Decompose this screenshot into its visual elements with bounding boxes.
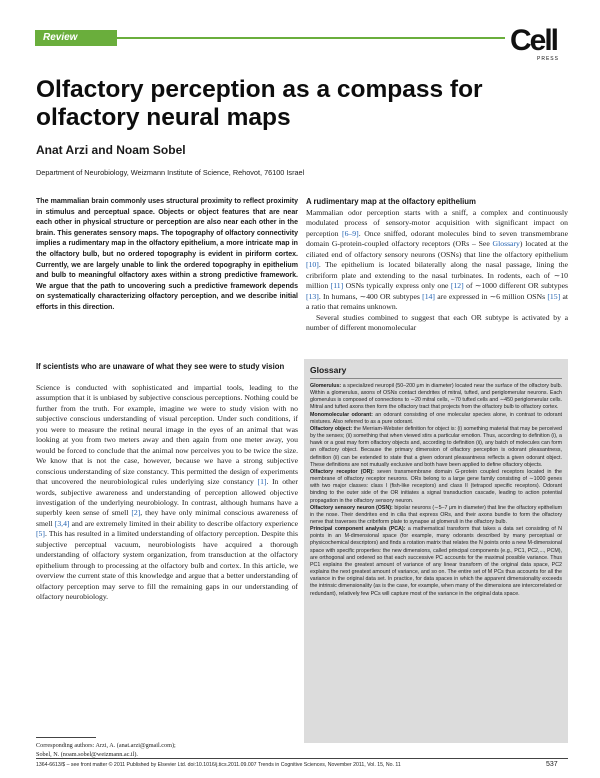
footnote-line: Corresponding authors: Arzi, A. (anat.arzi@gmail.com); — [36, 742, 176, 749]
authors: Anat Arzi and Noam Sobel — [36, 143, 186, 157]
citation-link[interactable]: [12] — [450, 281, 464, 291]
citation-link[interactable]: [5] — [36, 529, 45, 539]
citation-link[interactable]: [13] — [306, 291, 319, 301]
citation-link[interactable]: [14] — [422, 291, 435, 301]
page-number: 537 — [546, 761, 558, 768]
citation-link[interactable]: [2] — [131, 508, 141, 518]
glossary-entry: Olfactory receptor (OR): seven transmembrane domain G-protein coupled receptors located in the membrane of olfactory receptor neurons. ORs belong to a large gene family consisting of ∼1000 genes with two major classes: class I (fish-like receptors) and class II (tetrapod specific receptors). Odorant binding to the outer side of the OR initiates a signal transduction cascade, leading to action potential propagation in the olfactory sensory neuron. — [310, 468, 562, 504]
glossary-entry: Glomerulus: a specialized neuropil (50–200 μm in diameter) located near the surface of the olfactory bulb. Within a glomerulus, axons of OSNs contact dendrites of mitral, tufted, and periglomerular neurons. Each glomerulus is composed of connections to ∼20 mitral cells, ∼70 tufted cells and ∼450 periglomerular cells. Mitral and tufted axons then form the olfactory tract that projects from the olfactory bulb to olfactory cortex. — [310, 383, 562, 411]
section-body-epithelium: Mammalian odor perception starts with a sniff, a complex and continuously modulated process of sensory-motor acquisition with significant impact on perception [6–9]. Once sniffed, odorant molecules bind to seven transmembrane domain G-protein-coupled olfactory receptors (ORs – See Glossary) located at the ciliated end of olfactory sensory neurons (OSNs) that line the olfactory epithelium [10]. The epithelium is located bilaterally along the nasal passage, lining the cribriform plate and extending to the nasal turbinates. In rodents, each of ∼10 million [11] OSNs typically express only one [12] of ∼1000 different OR subtypes [13]. In humans, ∼400 OR subtypes [14] are expressed in ∼6 million OSNs [15] at a ratio that remains unknown. Several studies combined to suggest that each OR subtype is activated by a number of different monomolecular — [306, 208, 569, 332]
corresponding-authors-footnote — [36, 741, 298, 759]
section-heading-epithelium: A rudimentary map at the olfactory epithelium — [306, 197, 476, 206]
glossary-entry: Olfactory sensory neuron (OSN): bipolar neurons (∼5–7 μm in diameter) that line the olfactory epithelium in the nose. Their dendrites end in cilia that express ORs, and their axons bundle to form the olfactory nerve that traverses the cribriform plate to synapse at glomeruli in the olfactory bulb. — [310, 504, 562, 525]
glossary-entry: Olfactory object: the Merriam-Webster definition for object is: (i) something material that may be perceived by the senses; (ii) something that when viewed stirs a particular emotion. Thus, according to definition (i), a hawk or a goat may form olfactory objects and, according to definition (ii), any batch of molecules can form an olfactory object. Because the primary dimension of olfactory perception is odorant pleasantness, definition (ii) can be extended to state that a given odorant pleasantness reflects a given odorant object. These definitions are not mutually exclusive and both have been applied to define olfactory objects. — [310, 425, 563, 468]
citation-link[interactable]: [6–9] — [342, 228, 359, 238]
footnote-rule — [36, 737, 96, 738]
glossary-entry: Principal component analysis (PCA): a mathematical transform that takes a data set consisting of N points in an M-dimensional space (for example, many odorants described by many perceptual or physicochemical descriptors) and finds a rotation matrix that relates the N points onto a new M-dimensional space with specific properties: the new dimensions, called principal components (e.g., PC1, PC2,..., PCM), are orthogonal and ordered so that each successive PC accounts for the maximal possible variance. Thus PC1 explains the greatest amount of variance of any linear transform of the original data space, PC2 explains the next greatest amount of variance, and so on. The entire set of M PCs thus accounts for all the variance in the original data set. In practice, for data spaces in which the apparent dimensionality exceeds the intrinsic dimensionality (as is the case, for example, when many of the dimensions are intercorrelated or redundant), relatively few PCs will capture most of the variance in the original data space. — [310, 526, 562, 597]
review-tag: Review — [35, 30, 117, 46]
footer-citation: 1364-6613/$ – see front matter © 2011 Published by Elsevier Ltd. doi:10.1016/j.tics.2011.09.007 Trends in Cognitive Sciences, November 2011, Vol. 15, No. 11 — [36, 762, 401, 768]
citation-link[interactable]: [3,4] — [54, 518, 70, 528]
glossary-entry: Monomolecular odorant: an odorant consisting of one molecular species alone, in contrast to odorant mixtures. Also referred to as a pure odorant. — [310, 411, 563, 425]
header-rule — [117, 37, 505, 39]
cell-press-logo-sub: PRESS — [537, 56, 559, 62]
section-heading-vision: If scientists who are unaware of what they see were to study vision — [36, 362, 285, 371]
glossary-box — [304, 359, 568, 743]
footer-rule — [36, 758, 568, 759]
citation-link[interactable]: [1] — [257, 477, 267, 487]
affiliation: Department of Neurobiology, Weizmann Institute of Science, Rehovot, 76100 Israel — [36, 168, 305, 177]
citation-link[interactable]: [11] — [330, 281, 344, 291]
glossary-title: Glossary — [310, 365, 562, 379]
cell-press-logo: Cell — [510, 24, 558, 57]
section-body-vision: Science is conducted with sophisticated and impartial tools, leading to the assumption that it is unbiased by subjective conscious perceptions. Nothing could be further from the truth. For example, imagine we were to study vision with no subjective conscious understanding of visual perception. Under such conditions, if you were to measure the retinal neural image in the eyes of an animal that was looking at you from two meters away and then again from one meter away, you would be forced to conclude that the animal now perceives you to be twice the size. We know that is not the case, however, because we have a strong subjective conscious understanding of size constancy. This permitted the design of experiments that uncovered the neurobiological rules underlying size constancy [1]. In other words, subjective awareness and understanding of perception allowed objective investigation of the underlying neurobiology. In contrast, although humans have a superbly keen sense of smell [2], they have only minimal conscious awareness of smell [3,4] and are extremely limited in their ability to describe olfactory experience [5]. This has resulted in a limited understanding of olfactory perception. Despite this subjective perceptual vacuum, neurobiologists have acquired a thorough understanding of olfactory system organization, from transduction at the olfactory epithelium through to processing at the olfactory bulb and cortex. In this article, we overview the current state of this knowledge and argue that a better understanding of olfactory perception may serve to fill the remaining gaps in our understanding of olfactory neurobiology. — [36, 383, 298, 602]
glossary-link[interactable]: Glossary — [492, 239, 520, 249]
abstract: The mammalian brain commonly uses structural proximity to reflect proximity in stimulus and perceptual space. Objects or object features that are near each other in physical structure or perception are also near each other in the brain. This generates sensory maps. The topography of olfactory connectivity implies a rudimentary map in the olfactory epithelium, a more intricate map in the olfactory bulb, but no ordered topography is evident in piriform cortex. Currently, we are largely unable to link the ordered topography in epithelium and bulb to meaningful olfactory axes within a strong predictive framework. We argue that the path to uncovering such a predictive framework depends on systematically characterizing olfactory perception, and we describe initial efforts in this direction. — [36, 198, 298, 311]
footnote-line: Sobel, N. (noam.sobel@weizmann.ac.il). — [36, 751, 138, 758]
citation-link[interactable]: [15] — [547, 291, 561, 301]
citation-link[interactable]: [10] — [306, 260, 319, 270]
article-title: Olfactory perception as a compass for olfactory neural maps — [36, 76, 483, 131]
